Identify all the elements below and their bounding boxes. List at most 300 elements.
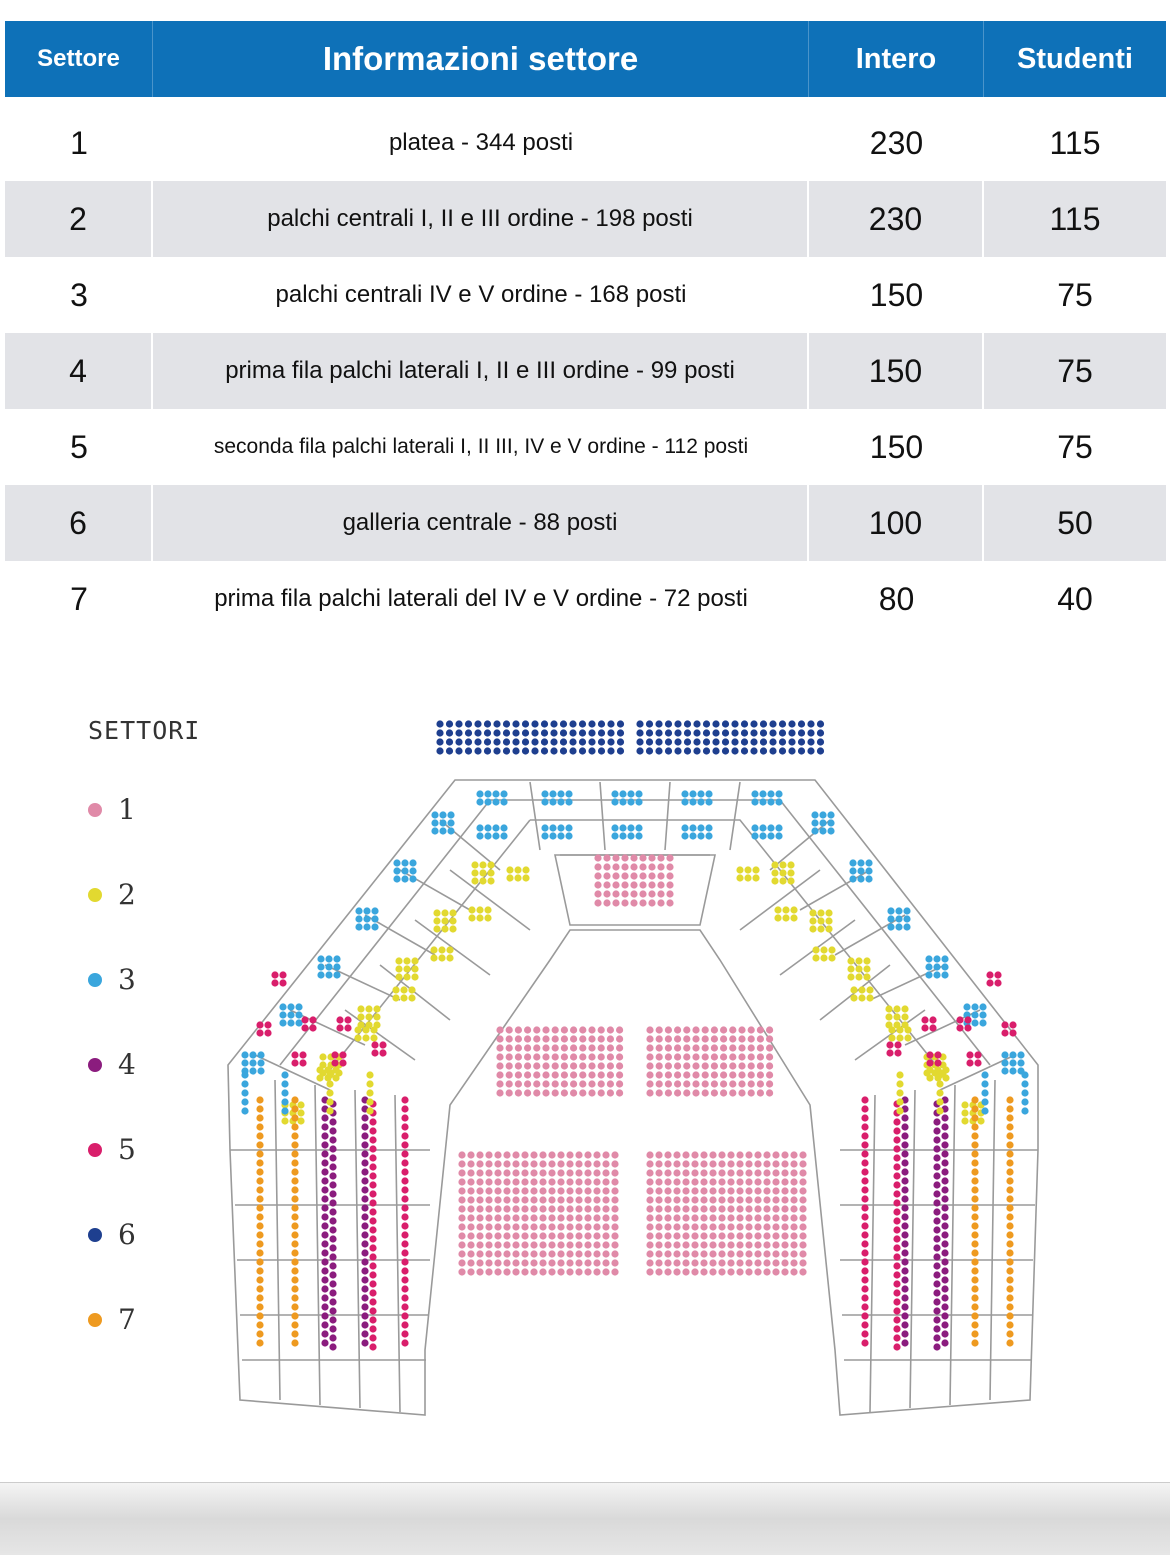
seat-dot — [825, 917, 832, 924]
seat-dot — [401, 1150, 408, 1157]
seat-dot — [674, 1071, 681, 1078]
seat-dot — [321, 1267, 328, 1274]
seat-dot — [971, 1168, 978, 1175]
seat-dot — [333, 955, 340, 962]
seat-dot — [521, 1160, 528, 1167]
seat-dot — [607, 1089, 614, 1096]
seat-dot — [656, 1062, 663, 1069]
seat-dot — [476, 798, 483, 805]
seat-dot — [775, 832, 782, 839]
seat-dot — [541, 720, 548, 727]
seat-dot — [646, 1241, 653, 1248]
seat-dot — [401, 1258, 408, 1265]
seat-dot — [781, 1232, 788, 1239]
seat-dot — [775, 790, 782, 797]
seat-dot — [256, 1258, 263, 1265]
seat-dot — [790, 906, 797, 913]
seat-dot — [893, 1190, 900, 1197]
seat-dot — [689, 790, 696, 797]
seat-dot — [754, 1223, 761, 1230]
seat-dot — [894, 1041, 901, 1048]
seat-dot — [825, 909, 832, 916]
seat-dot — [700, 1241, 707, 1248]
seat-dot — [767, 790, 774, 797]
seat-dot — [616, 1035, 623, 1042]
legend-dot-1 — [88, 803, 102, 817]
seat-dot — [941, 1195, 948, 1202]
seat-dot — [691, 1232, 698, 1239]
seat-dot — [455, 738, 462, 745]
seat-dot — [861, 1159, 868, 1166]
seat-dot — [771, 877, 778, 884]
seat-dot — [759, 798, 766, 805]
seat-dot — [369, 1181, 376, 1188]
seat-dot — [1006, 1168, 1013, 1175]
seat-dot — [941, 971, 948, 978]
seat-dot — [971, 1249, 978, 1256]
seat-dot — [594, 872, 601, 879]
seat-dot — [598, 747, 605, 754]
seat-dot — [256, 1159, 263, 1166]
seat-dot — [530, 1187, 537, 1194]
seat-dot — [321, 1285, 328, 1292]
seat-dot — [787, 861, 794, 868]
seat-dot — [594, 863, 601, 870]
seat-dot — [655, 1214, 662, 1221]
seat-dot — [1009, 1067, 1016, 1074]
seat-dot — [579, 1026, 586, 1033]
seat-dot — [691, 1250, 698, 1257]
seat-dot — [772, 1259, 779, 1266]
seat-dot — [711, 1089, 718, 1096]
seat-dot — [901, 1240, 908, 1247]
seat-dot — [630, 890, 637, 897]
seat-dot — [646, 1196, 653, 1203]
seat-dot — [494, 1160, 501, 1167]
seat-dot — [981, 1089, 988, 1096]
seat-dot — [720, 1062, 727, 1069]
seat-dot — [627, 832, 634, 839]
seat-dot — [787, 877, 794, 884]
seat-dot — [541, 747, 548, 754]
seat-dot — [674, 1044, 681, 1051]
seat-dot — [524, 1089, 531, 1096]
seat-dot — [895, 907, 902, 914]
seat-dot — [619, 824, 626, 831]
seat-dot — [683, 1062, 690, 1069]
seat-dot — [727, 1259, 734, 1266]
seat-dot — [570, 1089, 577, 1096]
seat-dot — [766, 1053, 773, 1060]
seat-dot — [646, 1160, 653, 1167]
seat-dot — [657, 899, 664, 906]
seat-dot — [329, 1199, 336, 1206]
seat-dot — [709, 1187, 716, 1194]
seat-dot — [549, 824, 556, 831]
seat-dot — [401, 1177, 408, 1184]
seat-dot — [401, 1096, 408, 1103]
seat-dot — [748, 1035, 755, 1042]
legend-label: 3 — [118, 963, 136, 996]
seat-dot — [611, 1250, 618, 1257]
seat-dot — [566, 1268, 573, 1275]
seat-dot — [441, 925, 448, 932]
seat-dot — [779, 720, 786, 727]
seat-dot — [655, 1232, 662, 1239]
seat-dot — [635, 790, 642, 797]
seat-dot — [693, 738, 700, 745]
price-table — [5, 21, 1166, 637]
seat-dot — [847, 965, 854, 972]
seat-dot — [479, 877, 486, 884]
seat-dot — [702, 1026, 709, 1033]
seat-dot — [321, 1114, 328, 1121]
seat-dot — [745, 1268, 752, 1275]
seat-dot — [798, 720, 805, 727]
seat-dot — [820, 946, 827, 953]
seat-dot — [1017, 1059, 1024, 1066]
seat-dot — [256, 1195, 263, 1202]
seat-dot — [533, 1044, 540, 1051]
seat-dot — [966, 1051, 973, 1058]
seat-dot — [602, 1259, 609, 1266]
seat-dot — [646, 720, 653, 727]
seat-dot — [682, 1205, 689, 1212]
seat-dot — [467, 1196, 474, 1203]
seat-dot — [503, 1178, 510, 1185]
seat-dot — [565, 798, 572, 805]
seat-dot — [512, 729, 519, 736]
seat-dot — [617, 747, 624, 754]
seat-dot — [361, 1150, 368, 1157]
seat-dot — [772, 1241, 779, 1248]
seat-dot — [616, 1053, 623, 1060]
seat-dot — [863, 965, 870, 972]
seat-dot — [979, 1019, 986, 1026]
seat-dot — [693, 720, 700, 727]
seat-dot — [291, 1114, 298, 1121]
seat-dot — [790, 1259, 797, 1266]
seat-dot — [401, 1285, 408, 1292]
seat-dot — [666, 899, 673, 906]
seat-dot — [664, 1151, 671, 1158]
seat-dot — [1006, 1231, 1013, 1238]
seat-dot — [446, 946, 453, 953]
seat-dot — [745, 1232, 752, 1239]
seat-dot — [279, 979, 286, 986]
seat-dot — [531, 747, 538, 754]
seat-dot — [566, 1259, 573, 1266]
seat-dot — [1006, 1105, 1013, 1112]
seat-dot — [896, 1089, 903, 1096]
seat-dot — [648, 872, 655, 879]
seat-dot — [336, 1016, 343, 1023]
seat-dot — [655, 1160, 662, 1167]
seat-dot — [718, 1232, 725, 1239]
seat-dot — [471, 877, 478, 884]
seat-dot — [971, 1096, 978, 1103]
seat-dot — [971, 1231, 978, 1238]
seat-dot — [971, 1285, 978, 1292]
seat-dot — [484, 914, 491, 921]
seat-dot — [901, 1285, 908, 1292]
seat-dot — [901, 1132, 908, 1139]
row-intero: 150 — [809, 333, 984, 409]
seat-dot — [799, 1223, 806, 1230]
seat-dot — [738, 1089, 745, 1096]
seat-dot — [550, 738, 557, 745]
seat-dot — [790, 1178, 797, 1185]
seat-dot — [682, 1187, 689, 1194]
seat-dot — [861, 1168, 868, 1175]
seat-dot — [256, 1213, 263, 1220]
seat-dot — [579, 1071, 586, 1078]
seat-dot — [433, 925, 440, 932]
seat-dot — [799, 1169, 806, 1176]
seat-dot — [1006, 1141, 1013, 1148]
seat-dot — [736, 1268, 743, 1275]
seat-dot — [994, 971, 1001, 978]
seat-dot — [720, 1044, 727, 1051]
seat-dot — [616, 1026, 623, 1033]
seat-dot — [1001, 1051, 1008, 1058]
seat-dot — [476, 832, 483, 839]
seat-dot — [552, 1044, 559, 1051]
legend-dot-4 — [88, 1058, 102, 1072]
seat-dot — [781, 1268, 788, 1275]
seat-dot — [772, 1160, 779, 1167]
seat-dot — [731, 747, 738, 754]
seat-dot — [455, 729, 462, 736]
seat-dot — [603, 890, 610, 897]
seat-dot — [901, 1168, 908, 1175]
seat-dot — [617, 738, 624, 745]
seat-dot — [981, 1107, 988, 1114]
legend-item-6 — [88, 1218, 136, 1251]
seat-dot — [471, 869, 478, 876]
seat-dot — [530, 1160, 537, 1167]
legend-item-5 — [88, 1133, 136, 1166]
seat-dot — [369, 1271, 376, 1278]
seat-dot — [934, 1059, 941, 1066]
seat-dot — [799, 1241, 806, 1248]
seat-dot — [575, 1160, 582, 1167]
seat-dot — [467, 1214, 474, 1221]
seat-dot — [681, 832, 688, 839]
seat-dot — [1006, 1294, 1013, 1301]
seat-dot — [512, 1214, 519, 1221]
seat-dot — [760, 747, 767, 754]
seat-dot — [256, 1141, 263, 1148]
seat-dot — [533, 1071, 540, 1078]
seat-dot — [825, 925, 832, 932]
bottom-toolbar — [0, 1482, 1170, 1555]
seat-dot — [484, 747, 491, 754]
seat-dot — [552, 1026, 559, 1033]
seat-dot — [757, 1062, 764, 1069]
seat-dot — [603, 899, 610, 906]
seat-dot — [738, 1035, 745, 1042]
seat-dot — [439, 811, 446, 818]
seat-dot — [326, 1089, 333, 1096]
seat-dot — [933, 1190, 940, 1197]
legend-dot-5 — [88, 1143, 102, 1157]
seat-dot — [393, 859, 400, 866]
seat-dot — [593, 1241, 600, 1248]
seat-dot — [291, 1195, 298, 1202]
seat-dot — [579, 1080, 586, 1087]
seat-dot — [700, 1214, 707, 1221]
seat-dot — [772, 1151, 779, 1158]
seat-dot — [700, 1268, 707, 1275]
seat-dot — [751, 824, 758, 831]
seat-dot — [484, 790, 491, 797]
seat-dot — [291, 1330, 298, 1337]
seat-dot — [646, 1214, 653, 1221]
seat-dot — [684, 747, 691, 754]
seat-dot — [757, 1071, 764, 1078]
seat-dot — [602, 1214, 609, 1221]
seat-dot — [467, 1250, 474, 1257]
seat-dot — [603, 863, 610, 870]
seat-dot — [512, 1178, 519, 1185]
seat-dot — [598, 1071, 605, 1078]
row-intero: 100 — [809, 485, 984, 561]
seat-dot — [281, 1117, 288, 1124]
seat-dot — [329, 1298, 336, 1305]
seat-dot — [447, 827, 454, 834]
seat-dot — [561, 1026, 568, 1033]
seat-dot — [901, 1303, 908, 1310]
seat-dot — [727, 1151, 734, 1158]
seat-dot — [366, 1098, 373, 1105]
seat-dot — [941, 1186, 948, 1193]
seat-dot — [485, 1241, 492, 1248]
seat-dot — [494, 1196, 501, 1203]
seat-dot — [611, 1259, 618, 1266]
seat-dot — [682, 1268, 689, 1275]
seat-dot — [431, 819, 438, 826]
seat-dot — [329, 1226, 336, 1233]
seat-dot — [971, 1141, 978, 1148]
seat-dot — [446, 738, 453, 745]
seat-dot — [893, 1244, 900, 1251]
seat-dot — [566, 1196, 573, 1203]
seat-dot — [705, 790, 712, 797]
seat-dot — [566, 1205, 573, 1212]
seat-dot — [751, 790, 758, 797]
seat-dot — [709, 1214, 716, 1221]
seat-dot — [691, 1259, 698, 1266]
seat-dot — [682, 1241, 689, 1248]
seat-dot — [861, 1249, 868, 1256]
seat-dot — [896, 1026, 903, 1033]
seat-dot — [570, 1053, 577, 1060]
seat-dot — [971, 1258, 978, 1265]
seat-dot — [506, 1080, 513, 1087]
seat-dot — [557, 798, 564, 805]
seat-dot — [727, 1241, 734, 1248]
row-settore: 4 — [5, 333, 153, 409]
seat-dot — [646, 1232, 653, 1239]
seat-dot — [656, 1080, 663, 1087]
seat-dot — [767, 824, 774, 831]
seat-dot — [673, 1178, 680, 1185]
seat-dot — [655, 747, 662, 754]
seat-dot — [530, 1223, 537, 1230]
seat-dot — [861, 1267, 868, 1274]
seat-dot — [925, 963, 932, 970]
seat-dot — [539, 1205, 546, 1212]
seat-dot — [465, 738, 472, 745]
seat-dot — [775, 824, 782, 831]
seat-dot — [929, 1016, 936, 1023]
seat-dot — [799, 1205, 806, 1212]
legend-label: 7 — [118, 1303, 136, 1336]
seat-dot — [720, 1026, 727, 1033]
seat-dot — [692, 1062, 699, 1069]
seat-dot — [301, 1024, 308, 1031]
seat-dot — [727, 1250, 734, 1257]
seat-dot — [321, 1258, 328, 1265]
seat-dot — [485, 1232, 492, 1239]
seat-dot — [361, 1213, 368, 1220]
seat-dot — [712, 747, 719, 754]
seat-dot — [673, 1205, 680, 1212]
seat-dot — [264, 1021, 271, 1028]
seat-dot — [711, 1035, 718, 1042]
seat-dot — [863, 957, 870, 964]
seat-dot — [893, 1199, 900, 1206]
seat-dot — [522, 874, 529, 881]
seat-dot — [887, 923, 894, 930]
seat-dot — [646, 1026, 653, 1033]
seat-dot — [542, 1080, 549, 1087]
seat-dot — [557, 1178, 564, 1185]
seat-dot — [736, 866, 743, 873]
seat-dot — [297, 1101, 304, 1108]
seat-dot — [584, 1214, 591, 1221]
seat-dot — [500, 790, 507, 797]
seat-dot — [365, 1005, 372, 1012]
seat-dot — [515, 1080, 522, 1087]
seat-dot — [799, 1214, 806, 1221]
seat-dot — [896, 1034, 903, 1041]
seat-dot — [393, 867, 400, 874]
seat-dot — [709, 1169, 716, 1176]
seat-dot — [569, 720, 576, 727]
seat-dot — [817, 747, 824, 754]
seat-dot — [779, 738, 786, 745]
seat-dot — [476, 1214, 483, 1221]
seat-dot — [674, 729, 681, 736]
seat-dot — [736, 1151, 743, 1158]
seat-dot — [981, 1071, 988, 1078]
seat-dot — [1006, 1312, 1013, 1319]
seat-dot — [855, 973, 862, 980]
seat-dot — [722, 738, 729, 745]
seat-dot — [941, 1258, 948, 1265]
seat-dot — [994, 979, 1001, 986]
seat-dot — [657, 872, 664, 879]
seat-dot — [593, 1232, 600, 1239]
seat-dot — [941, 1303, 948, 1310]
seat-dot — [369, 1280, 376, 1287]
seat-dot — [741, 738, 748, 745]
seat-dot — [673, 1214, 680, 1221]
seat-dot — [691, 1178, 698, 1185]
seat-dot — [772, 1232, 779, 1239]
